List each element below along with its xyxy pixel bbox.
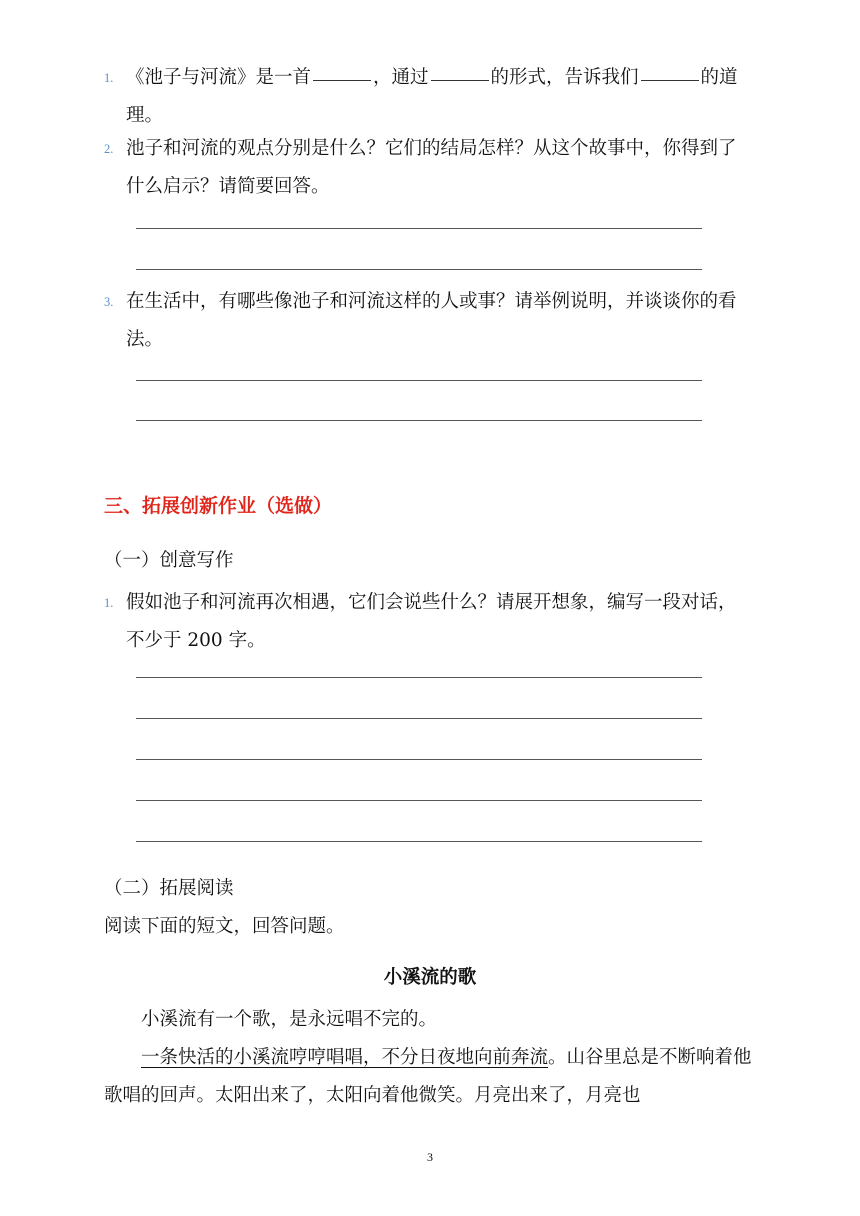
- question-number: 3.: [104, 295, 114, 309]
- subsection-heading-writing: （一）创意写作: [104, 550, 234, 571]
- answer-line[interactable]: [136, 228, 702, 229]
- question-text: 假如池子和河流再次相遇，它们会说些什么？请展开想象，编写一段对话，不少于 200 字。: [126, 592, 737, 651]
- answer-line[interactable]: [136, 420, 702, 421]
- answer-line[interactable]: [136, 800, 702, 801]
- answer-line[interactable]: [136, 718, 702, 719]
- question-number: 1.: [104, 71, 114, 85]
- answer-blank[interactable]: [431, 79, 489, 81]
- answer-line[interactable]: [136, 841, 702, 842]
- answer-blank[interactable]: [313, 79, 371, 81]
- question-3: [104, 283, 754, 359]
- story-title: 小溪流的歌: [383, 967, 477, 988]
- question-number: 1.: [104, 596, 114, 610]
- story-paragraph-2: 一条快活的小溪流哼哼唱唱，不分日夜地向前奔流。山谷里总是不断响着他歌唱的回声。太阳出来了，太阳向着他微笑。月亮出来了，月亮也: [104, 1047, 752, 1106]
- section-heading: 三、拓展创新作业（选做）: [104, 495, 333, 517]
- answer-line[interactable]: [136, 677, 702, 678]
- underlined-sentence: 一条快活的小溪流哼哼唱唱，不分日夜地向前奔流: [141, 1047, 549, 1068]
- question-2: [104, 130, 754, 206]
- question-1: [104, 59, 754, 135]
- answer-blank[interactable]: [641, 79, 699, 81]
- question-number: 2.: [104, 142, 114, 156]
- question-text: 池子和河流的观点分别是什么？它们的结局怎样？从这个故事中，你得到了什么启示？请简要回答。: [126, 138, 737, 197]
- subsection-heading-reading: （二）拓展阅读: [104, 878, 234, 899]
- story-paragraph-1: 小溪流有一个歌，是永远唱不完的。: [141, 1009, 438, 1030]
- question-text: 在生活中，有哪些像池子和河流这样的人或事？请举例说明，并谈谈你的看法。: [126, 291, 737, 350]
- writing-question: [104, 584, 754, 660]
- answer-line[interactable]: [136, 759, 702, 760]
- answer-line[interactable]: [136, 269, 702, 270]
- page-number: 3: [427, 1150, 433, 1164]
- answer-line[interactable]: [136, 380, 702, 381]
- question-text: 《池子与河流》是一首 ，通过 的形式，告诉我们 的道理。: [126, 67, 738, 126]
- reading-instruction: 阅读下面的短文，回答问题。: [104, 916, 345, 937]
